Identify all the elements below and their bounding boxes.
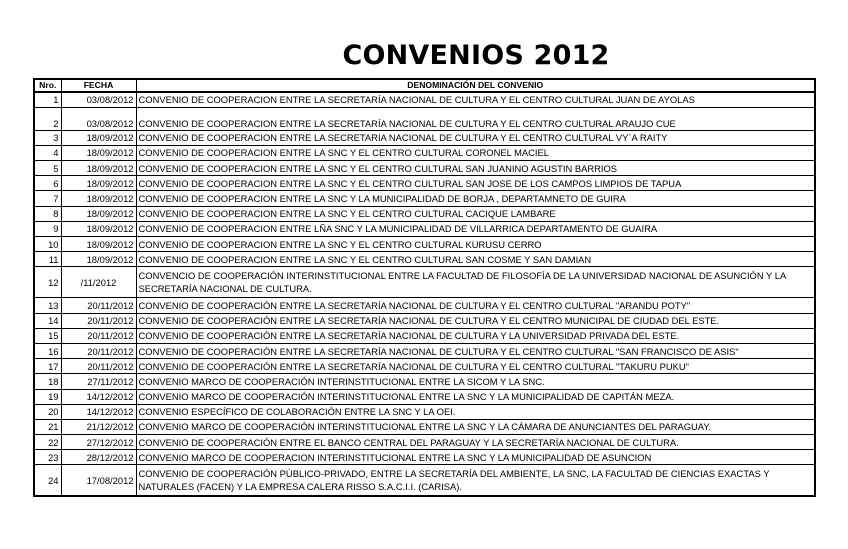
row-date: 28/12/2012 [61,450,136,465]
row-description: CONVENIO DE COOPERACIÓN ENTRE LA SECRETARÍA NACIONAL DE CULTURA Y EL CENTRO CULTURAL "ARANDU POTY" [136,298,815,313]
row-description: CONVENIO DE COOPERACION ENTRE LA SNC Y EL CENTRO CULTURAL SAN COSME Y SAN DAMIAN [136,252,815,267]
row-description: CONVENIO DE COOPERACION ENTRE LA SNC Y EL CENTRO CULTURAL KURUSU CERRO [136,237,815,252]
row-description: CONVENIO DE COOPERACION ENTRE LA SNC Y LA MUNICIPALIDAD DE BORJA , DEPARTAMNETO DE GUIRA [136,191,815,206]
table-row [34,176,815,191]
row-number: 17 [34,359,61,374]
table-row [34,267,815,298]
row-description: CONVENIO DE COOPERACION ENTRE LA SNC Y EL CENTRO CULTURAL SAN JUANINO AGUSTIN BARRIOS [136,161,815,176]
row-description: CONVENIO DE COOPERACION ENTRE LA SECRETARIA NACIONAL DE CULTURA Y EL CENTRO CULTURAL VY´A RAITY [136,130,815,145]
table-row [34,389,815,404]
row-number: 12 [34,267,61,298]
row-number: 4 [34,145,61,160]
row-number: 1 [34,92,61,107]
table-header-row [34,79,815,92]
row-number: 2 [34,107,61,130]
row-description: CONVENIO DE COOPERACION ENTRE LA SNC Y EL CENTRO CULTURAL CACIQUE LAMBARE [136,206,815,221]
table-row [34,343,815,358]
row-number: 3 [34,130,61,145]
table-row [34,237,815,252]
row-date: /11/2012 [61,267,136,298]
table-row [34,328,815,343]
row-number: 19 [34,389,61,404]
row-number: 6 [34,176,61,191]
row-date: 21/12/2012 [61,419,136,434]
row-description: CONVENIO DE COOPERACION ENTRE LÑA SNC Y LA MUNICIPALIDAD DE VILLARRICA DEPARTAMENTO DE GUAIRA [136,221,815,236]
row-description: CONVENIO DE COOPERACIÓN ENTRE LA SECRETARÍA NACIONAL DE CULTURA Y LA UNIVERSIDAD PRIVADA DEL ESTE. [136,328,815,343]
row-date: 20/11/2012 [61,343,136,358]
row-date: 18/09/2012 [61,145,136,160]
row-date: 27/12/2012 [61,435,136,450]
row-description: CONVENIO DE COOPERACIÓN PÚBLICO-PRIVADO, ENTRE LA SECRETARÍA DEL AMBIENTE, LA SNC, LA FACULTAD DE CIENCIAS EXACTAS Y NATURALES (FACEN) Y LA EMPRESA CALERA RISSO S.A.C.I.I. (CARISA). [136,465,815,496]
row-date: 18/09/2012 [61,176,136,191]
row-date: 18/09/2012 [61,130,136,145]
row-description: CONVENIO DE COOPERACION ENTRE LA SNC Y EL CENTRO CULTURAL CORONEL MACIEL [136,145,815,160]
row-date: 18/09/2012 [61,161,136,176]
row-description: CONVENIO ESPECÍFICO DE COLABORACIÓN ENTRE LA SNC Y LA OEI. [136,404,815,419]
header-description: DENOMINACIÓN DEL CONVENIO [136,79,815,92]
row-date: 03/08/2012 [61,92,136,107]
table-row [34,450,815,465]
table-row [34,252,815,267]
row-description: CONVENIO DE COOPERACION ENTRE LA SECRETARÍA NACIONAL DE CULTURA Y EL CENTRO CULTURAL JUAN DE AYOLAS [136,92,815,107]
row-date: 27/11/2012 [61,374,136,389]
row-description: CONVENIO MARCO DE COOPERACIÓN INTERINSTITUCIONAL ENTRE LA SICOM Y LA SNC. [136,374,815,389]
row-description: CONVENCIO DE COOPERACIÓN INTERINSTITUCIONAL ENTRE LA FACULTAD DE FILOSOFÍA DE LA UNIVERSIDAD NACIONAL DE ASUNCIÓN Y LA SECRETARÍA NACIONAL DE CULTURA. [136,267,815,298]
row-number: 10 [34,237,61,252]
row-description: CONVENIO DE COOPERACION ENTRE LA SNC Y EL CENTRO CULTURAL SAN JOSE DE LOS CAMPOS LIMPIOS DE TAPUA [136,176,815,191]
row-description: CONVENIO DE COOPERACIÓN ENTRE LA SECRETARÍA NACIONAL DE CULTURA Y EL CENTRO MUNICIPAL DE CIUDAD DEL ESTE. [136,313,815,328]
row-date: 18/09/2012 [61,237,136,252]
row-description: CONVENIO MARCO DE COOPERACIÓN INTERINSTITUCIONAL ENTRE LA SNC Y LA CÁMARA DE ANUNCIANTES DEL PARAGUAY. [136,419,815,434]
row-description: CONVENIO DE COOPERACION ENTRE LA SECRETARÍA NACIONAL DE CULTURA Y EL CENTRO CULTURAL ARAUJO CUE [136,107,815,130]
header-date: FECHA [61,79,136,92]
table-row [34,130,815,145]
table-row [34,92,815,107]
table-row [34,191,815,206]
table-row [34,313,815,328]
row-number: 21 [34,419,61,434]
row-number: 23 [34,450,61,465]
table-row [34,419,815,434]
agreements-table [33,78,816,497]
row-date: 17/08/2012 [61,465,136,496]
row-number: 7 [34,191,61,206]
table-row [34,206,815,221]
row-date: 20/11/2012 [61,359,136,374]
row-description: CONVENIO DE COOPERACIÓN ENTRE EL BANCO CENTRAL DEL PARAGUAY Y LA SECRETARÍA NACIONAL DE CULTURA. [136,435,815,450]
table-row [34,298,815,313]
row-description: CONVENIO MARCO DE COOPERACIÓN INTERINSTITUCIONAL ENTRE LA SNC Y LA MUNICIPALIDAD DE CAPITÁN MEZA. [136,389,815,404]
row-number: 15 [34,328,61,343]
row-date: 18/09/2012 [61,191,136,206]
page-title: CONVENIOS 2012 [342,40,610,71]
row-date: 20/11/2012 [61,328,136,343]
row-number: 18 [34,374,61,389]
table-row [34,404,815,419]
table-row [34,465,815,496]
row-number: 9 [34,221,61,236]
row-date: 20/11/2012 [61,298,136,313]
row-date: 03/08/2012 [61,107,136,130]
row-description: CONVENIO MARCO DE COOPERACION INTERINSTITUCIONAL ENTRE LA SNC Y LA MUNICIPALIDAD DE ASUNCION [136,450,815,465]
row-date: 18/09/2012 [61,206,136,221]
row-number: 22 [34,435,61,450]
table-row [34,145,815,160]
header-num: Nro. [34,79,61,92]
row-description: CONVENIO DE COOPERACIÓN ENTRE LA SECRETARÍA NACIONAL DE CULTURA Y EL CENTRO CULTURAL "SAN FRANCISCO DE ASIS" [136,343,815,358]
row-number: 5 [34,161,61,176]
table-row [34,359,815,374]
row-number: 13 [34,298,61,313]
row-number: 20 [34,404,61,419]
table-row [34,435,815,450]
row-number: 24 [34,465,61,496]
table-row [34,221,815,236]
row-number: 14 [34,313,61,328]
row-date: 20/11/2012 [61,313,136,328]
row-date: 14/12/2012 [61,389,136,404]
row-number: 11 [34,252,61,267]
row-date: 18/09/2012 [61,221,136,236]
table-row [34,161,815,176]
row-number: 16 [34,343,61,358]
table-row [34,107,815,130]
row-date: 18/09/2012 [61,252,136,267]
row-date: 14/12/2012 [61,404,136,419]
row-description: CONVENIO DE COOPERACIÓN ENTRE LA SECRETARÍA NACIONAL DE CULTURA Y EL CENTRO CULTURAL "TAKURU PUKU" [136,359,815,374]
table-row [34,374,815,389]
row-number: 8 [34,206,61,221]
